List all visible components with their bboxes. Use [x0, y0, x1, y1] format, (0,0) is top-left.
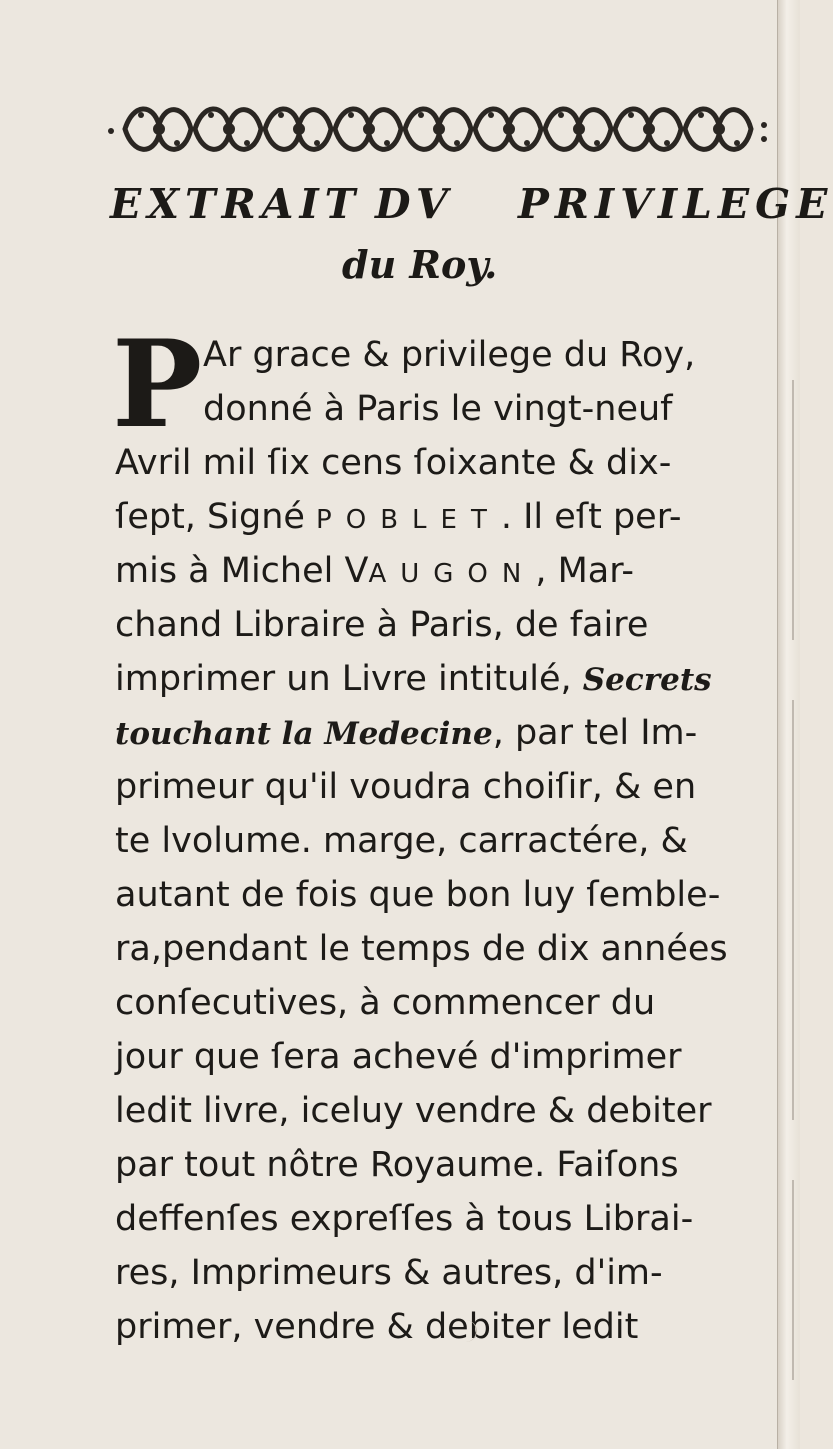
text-run: res, Imprimeurs & autres, d'im-: [115, 1253, 663, 1293]
title-word: EXTRAIT: [110, 180, 362, 228]
small-caps-name: POBLET: [316, 505, 501, 535]
text-line: [115, 382, 780, 436]
text-line-content: [115, 706, 697, 760]
text-line-content: [115, 922, 728, 976]
text-line-content: [115, 1300, 638, 1354]
text-run: jour que ſera achevé d'imprimer: [115, 1037, 682, 1077]
drop-capital: P: [112, 314, 203, 455]
text-run: conſecutives, à commencer du: [115, 983, 656, 1023]
text-line: [115, 490, 780, 544]
fleuron-icon: [685, 109, 751, 149]
text-line-content: [203, 382, 672, 436]
text-run: ledit livre, iceluy vendre & debiter: [115, 1091, 712, 1131]
text-line: [115, 706, 780, 760]
fleuron-icon: [265, 109, 331, 149]
text-line: [115, 652, 780, 706]
fleuron-icon: [615, 109, 681, 149]
text-run: imprimer un Livre intitulé,: [115, 659, 583, 699]
text-line: [115, 598, 780, 652]
italic-title: Secrets: [582, 662, 712, 698]
text-line: [115, 1300, 780, 1354]
text-line-content: [203, 328, 695, 382]
fleuron-icon: [125, 109, 191, 149]
text-line: [115, 328, 780, 382]
text-run: Ar grace & privilege du Roy,: [203, 335, 696, 375]
gutter-edge: [792, 1180, 794, 1380]
gutter-edge: [792, 700, 794, 1120]
text-run: , Mar-: [535, 551, 635, 591]
fleuron-icon: [545, 109, 611, 149]
small-caps-name: AUGON: [368, 559, 536, 589]
text-run: mis à Michel V: [115, 551, 369, 591]
text-line: [115, 976, 780, 1030]
text-run: ſept, Signé: [115, 497, 317, 537]
title-word: DV: [375, 180, 454, 228]
text-run: primer, vendre & debiter ledit: [115, 1307, 639, 1347]
text-run: chand Libraire à Paris, de faire: [115, 605, 649, 645]
text-line: [115, 868, 780, 922]
text-line: [115, 1030, 780, 1084]
text-line: [115, 922, 780, 976]
text-line-content: [115, 490, 682, 544]
text-line: [115, 544, 780, 598]
text-line-content: [115, 544, 634, 598]
text-run: autant de fois que bon luy ſemble-: [115, 875, 721, 915]
text-run: deffenſes expreſſes à tous Librai-: [115, 1199, 694, 1239]
text-line: [115, 1246, 780, 1300]
text-run: . Il eſt per-: [500, 497, 682, 537]
title-word: PRIVILEGE: [518, 180, 833, 228]
gutter-edge: [792, 380, 794, 640]
text-line: [115, 1138, 780, 1192]
privilege-text: [115, 328, 780, 1354]
text-run: ra,pendant le temps de dix années: [115, 929, 728, 969]
text-line-content: [115, 1246, 663, 1300]
text-run: te lvolume. marge, carractére, &: [115, 821, 688, 861]
text-line-content: [115, 760, 696, 814]
text-line: [115, 436, 780, 490]
text-line-content: [115, 436, 671, 490]
text-line: [115, 1192, 780, 1246]
fleuron-icon: [475, 109, 541, 149]
text-run: , par tel Im-: [492, 713, 698, 753]
text-run: par tout nôtre Royaume. Faiſons: [115, 1145, 679, 1185]
text-line-content: [115, 976, 655, 1030]
text-run: donné à Paris le vingt-neuf: [203, 389, 673, 429]
text-line-content: [115, 1084, 712, 1138]
text-line-content: [115, 652, 712, 706]
italic-title: touchant la Medecine: [115, 716, 493, 752]
text-line: [115, 760, 780, 814]
fleuron-icon: [405, 109, 471, 149]
text-line: [115, 814, 780, 868]
fleuron-ornament: [105, 95, 770, 163]
text-run: Avril mil ſix cens ſoixante & dix-: [115, 443, 672, 483]
text-line-content: [115, 1192, 693, 1246]
text-line-content: [115, 1030, 682, 1084]
fleuron-icon: [195, 109, 261, 149]
fleuron-icon: [335, 109, 401, 149]
text-line: [115, 1084, 780, 1138]
text-run: primeur qu'il voudra choiſir, & en: [115, 767, 697, 807]
text-line-content: [115, 814, 688, 868]
page-subtitle: du Roy.: [342, 242, 498, 287]
text-line-content: [115, 868, 720, 922]
text-line-content: [115, 598, 648, 652]
text-line-content: [115, 1138, 679, 1192]
